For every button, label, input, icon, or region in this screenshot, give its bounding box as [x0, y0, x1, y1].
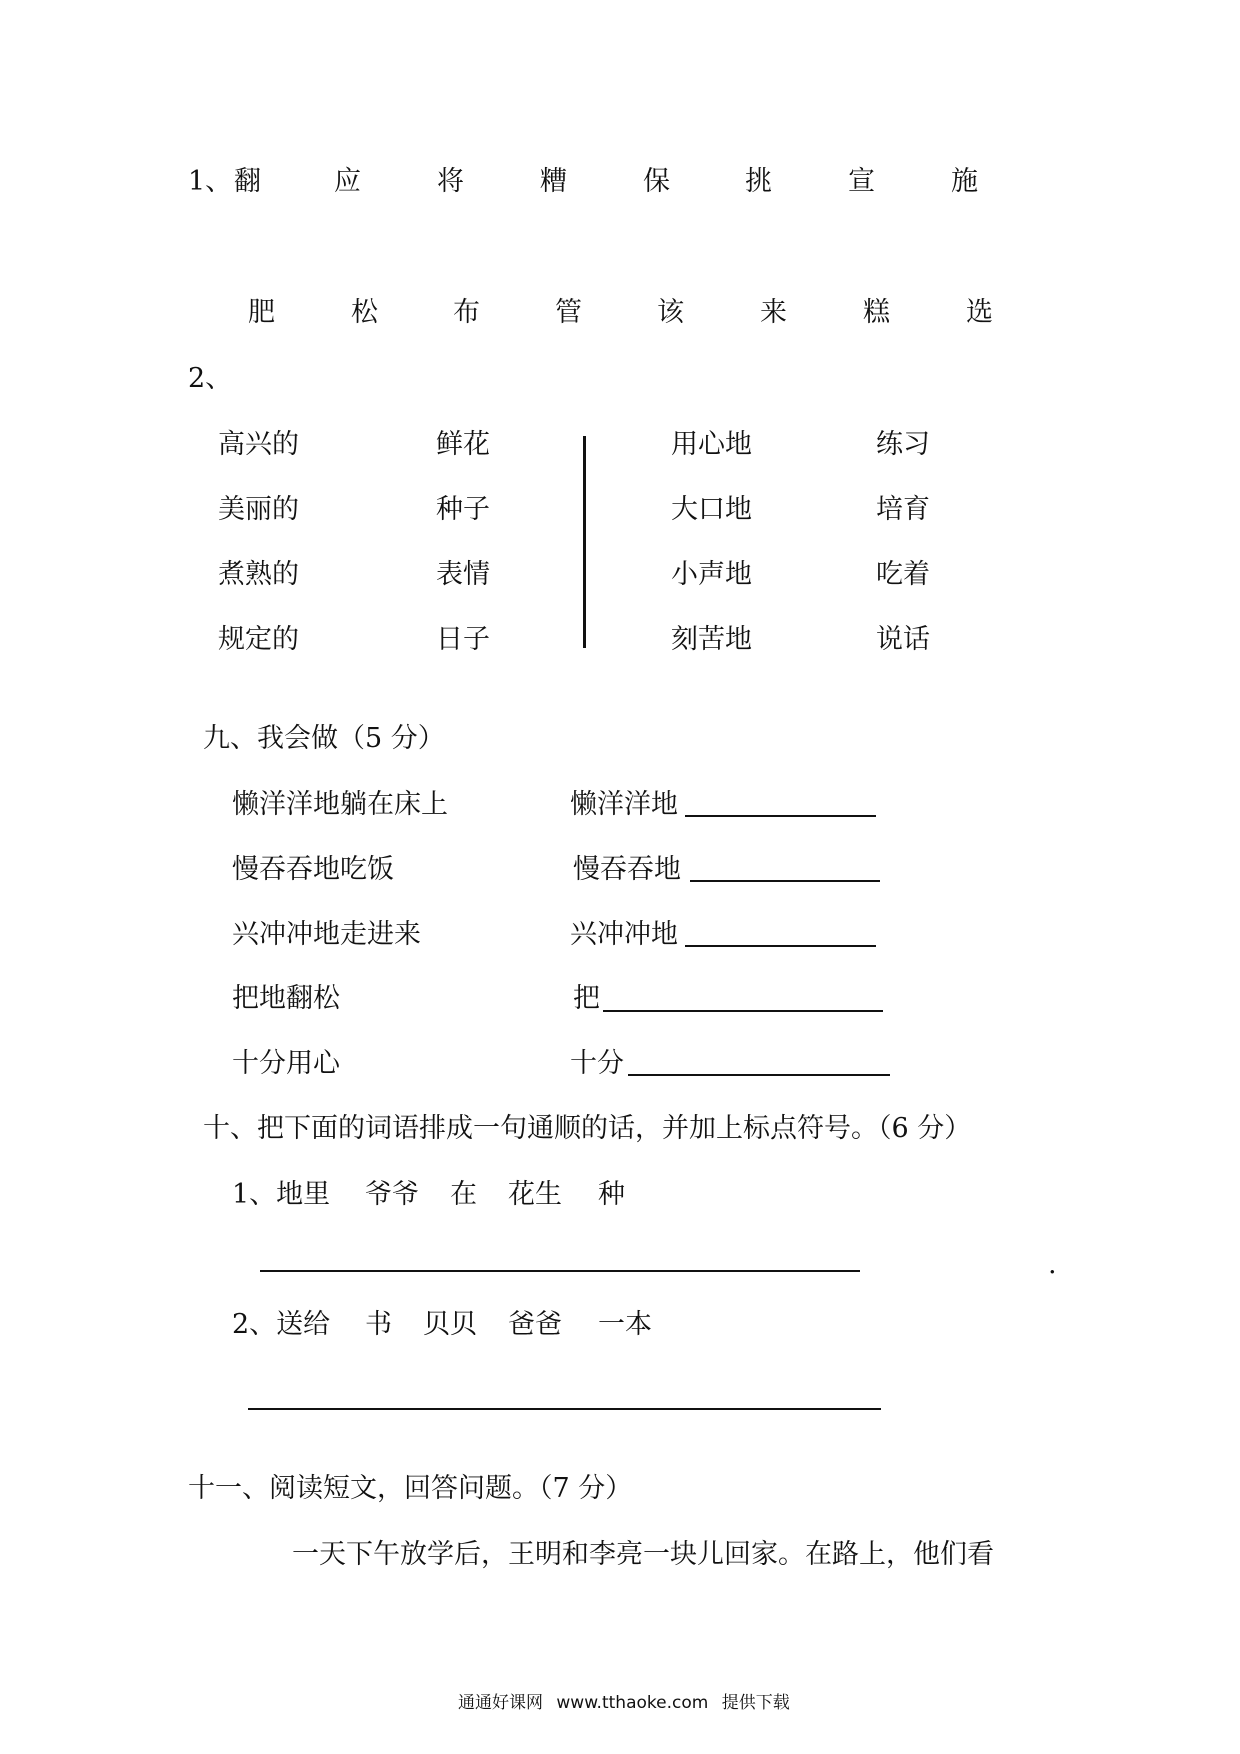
match-word: 美丽的: [218, 494, 299, 525]
match-target: 种子: [436, 494, 490, 525]
fill-prompt: 兴冲冲地: [570, 919, 678, 950]
part10-question-2: [0, 1310, 1240, 1340]
matching-divider: [583, 436, 586, 648]
match-word: 刻苦地: [671, 624, 752, 655]
section1-row2: [0, 298, 1240, 328]
word-item: 爷爷: [365, 1179, 419, 1210]
word-item: 2、送给: [232, 1309, 331, 1340]
example-phrase: 兴冲冲地走进来: [232, 919, 421, 950]
fill-prompt: 十分: [570, 1048, 624, 1079]
char-item: 选: [966, 297, 993, 328]
char-item: 将: [437, 166, 464, 197]
char-item: 保: [643, 166, 670, 197]
fill-blank-line[interactable]: [628, 1074, 890, 1076]
part11-title: 十一、阅读短文，回答问题。（7 分）: [188, 1473, 633, 1504]
answer-line[interactable]: [260, 1270, 860, 1272]
char-item: 松: [351, 297, 378, 328]
fill-prompt: 把: [573, 983, 600, 1014]
match-target: 日子: [436, 624, 490, 655]
section2-number: 2、: [188, 363, 233, 394]
match-word: 小声地: [671, 559, 752, 590]
match-word: 煮熟的: [218, 559, 299, 590]
fill-prompt: 懒洋洋地: [570, 789, 678, 820]
footer-site-name: 通通好课网: [458, 1693, 543, 1713]
fill-blank-line[interactable]: [603, 1010, 883, 1012]
char-item: 应: [334, 166, 361, 197]
char-item: 管: [555, 297, 582, 328]
word-item: 贝贝: [423, 1309, 477, 1340]
match-word: 规定的: [218, 624, 299, 655]
char-item: 布: [453, 297, 480, 328]
match-word: 用心地: [671, 429, 752, 460]
example-phrase: 慢吞吞地吃饭: [232, 854, 394, 885]
char-item: 来: [760, 297, 787, 328]
word-item: 一本: [598, 1309, 652, 1340]
part10-question-1: [0, 1180, 1240, 1210]
match-target: 表情: [436, 559, 490, 590]
section1-row1: [0, 167, 1240, 197]
footer-url: www.tthaoke.com: [556, 1693, 709, 1713]
char-item: 挑: [745, 166, 772, 197]
word-item: 爸爸: [508, 1309, 562, 1340]
match-word: 大口地: [671, 494, 752, 525]
word-item: 种: [598, 1179, 625, 1210]
char-item: 糕: [863, 297, 890, 328]
example-phrase: 懒洋洋地躺在床上: [232, 789, 448, 820]
footer-suffix: 提供下载: [721, 1693, 790, 1713]
fill-prompt: 慢吞吞地: [573, 854, 681, 885]
word-item: 1、地里: [232, 1179, 331, 1210]
word-item: 书: [365, 1309, 392, 1340]
answer-line[interactable]: [248, 1408, 881, 1410]
char-item: 糟: [540, 166, 567, 197]
match-target: 培育: [876, 494, 930, 525]
fill-blank-line[interactable]: [685, 945, 876, 947]
fill-blank-line[interactable]: [685, 815, 876, 817]
part10-title: 十、把下面的词语排成一句通顺的话，并加上标点符号。（6 分）: [203, 1113, 972, 1144]
part9-title: 九、我会做（5 分）: [203, 723, 445, 754]
char-item: 肥: [248, 297, 275, 328]
example-phrase: 把地翻松: [232, 983, 340, 1014]
match-target: 说话: [876, 624, 930, 655]
word-item: 花生: [508, 1179, 562, 1210]
section1-number: 1、: [188, 166, 233, 197]
match-target: 练习: [876, 429, 930, 460]
fill-blank-line[interactable]: [690, 880, 880, 882]
match-word: 高兴的: [218, 429, 299, 460]
char-item: 施: [951, 166, 978, 197]
page-footer: [458, 1693, 790, 1713]
reading-passage: 一天下午放学后，王明和李亮一块儿回家。在路上，他们看: [292, 1539, 994, 1570]
char-item: 该: [657, 297, 684, 328]
char-item: 宣: [848, 166, 875, 197]
word-item: 在: [450, 1179, 477, 1210]
match-target: 鲜花: [436, 429, 490, 460]
char-item: 翻: [234, 166, 261, 197]
trailing-dot: .: [1048, 1249, 1057, 1280]
match-target: 吃着: [876, 559, 930, 590]
example-phrase: 十分用心: [232, 1048, 340, 1079]
